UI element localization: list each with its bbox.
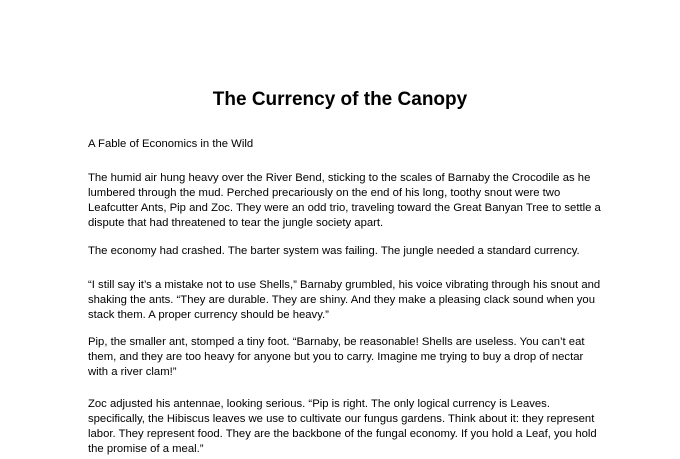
- document-title: The Currency of the Canopy: [212, 89, 468, 110]
- paragraph-5: [88, 397, 608, 457]
- paragraph-line: Pip, the smaller ant, stomped a tiny foot. “Barnaby, be reasonable! Shells are useless. You can’t eat: [88, 336, 585, 348]
- paragraph-line: The humid air hung heavy over the River Bend, sticking to the scales of Barnaby the Crocodile as he: [88, 172, 591, 184]
- paragraph-line: shaking the ants. “They are durable. They are shiny. And they make a pleasing clack sound when you: [88, 294, 595, 306]
- paragraph-line: Leafcutter Ants, Pip and Zoc. They were an odd trio, traveling toward the Great Banyan Tree to settle a: [88, 202, 601, 214]
- paragraph-line: the promise of a meal.”: [88, 443, 204, 455]
- paragraph-line: Zoc adjusted his antennae, looking serious. “Pip is right. The only logical currency is Leaves.: [88, 398, 550, 410]
- paragraph-line: stack them. A proper currency should be heavy.”: [88, 309, 329, 321]
- paragraph-1: [88, 171, 608, 231]
- paragraph-2: [88, 244, 608, 259]
- paragraph-line: lumbered through the mud. Perched precariously on the end of his long, toothy snout were two: [88, 187, 561, 199]
- paragraph-3: [88, 278, 608, 323]
- paragraph-line: with a river clam!”: [88, 366, 177, 378]
- paragraph-line: labor. They represent food. They are the backbone of the fungal economy. If you hold a Leaf, you hold: [88, 428, 597, 440]
- document-subtitle: A Fable of Economics in the Wild: [88, 138, 254, 150]
- paragraph-line: specifically, the Hibiscus leaves we use to cultivate our fungus gardens. Think about it: they represent: [88, 413, 595, 425]
- paragraph-line: The economy had crashed. The barter system was failing. The jungle needed a standard currency.: [88, 245, 580, 257]
- paragraph-line: “I still say it’s a mistake not to use Shells,” Barnaby grumbled, his voice vibrating through his snout and: [88, 279, 601, 291]
- paragraph-line: them, and they are too heavy for anyone but you to carry. Imagine me trying to buy a drop of nectar: [88, 351, 584, 363]
- paragraph-line: dispute that had threatened to tear the jungle society apart.: [88, 217, 384, 229]
- paragraph-4: [88, 335, 608, 380]
